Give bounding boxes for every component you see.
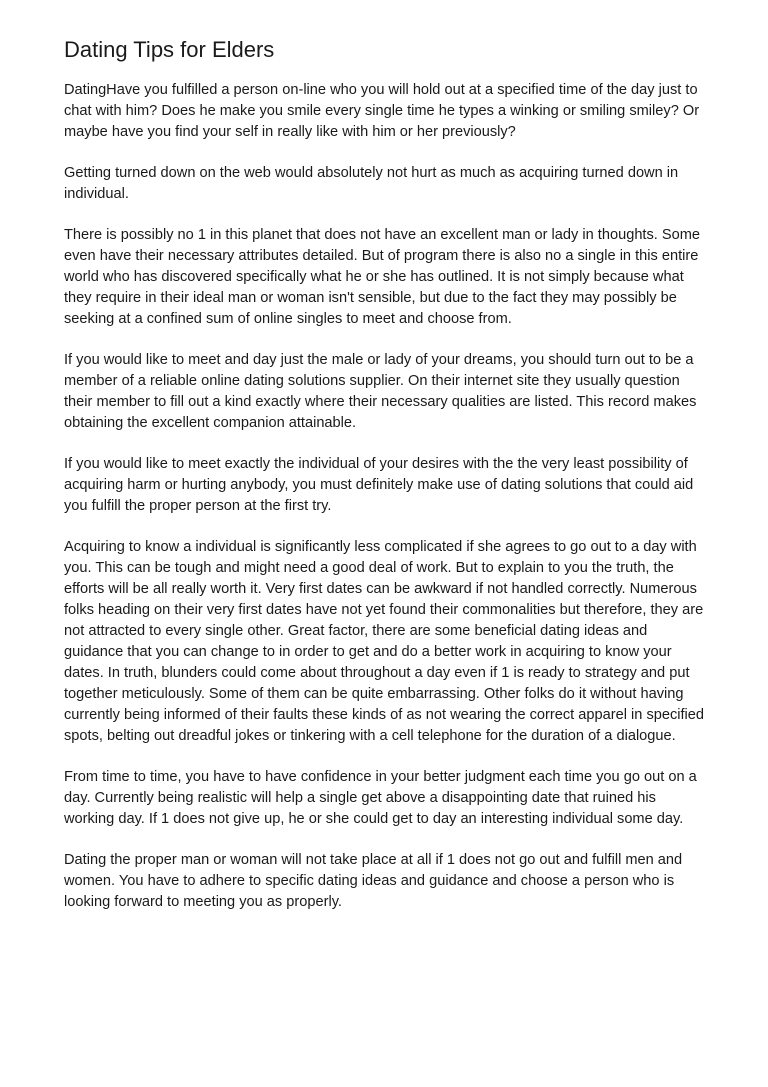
paragraph: If you would like to meet exactly the individual of your desires with the the very least possibility of acquiring harm or hurting anybody, you must definitely make use of dating solutions that could aid you fulfill the proper person at the first try. <box>64 456 694 514</box>
paragraph: Getting turned down on the web would absolutely not hurt as much as acquiring turned down in individual. <box>64 165 679 202</box>
paragraph: There is possibly no 1 in this planet that does not have an excellent man or lady in thoughts. Some even have their necessary attributes detailed. But of program there is also no a single in this entire world who has discovered specifically what he or she has outlined. It is not simply because what they require in their ideal man or woman isn't sensible, but due to the fact they may possibly be seeking at a confined sum of online singles to meet and choose from. <box>64 227 701 327</box>
paragraph: DatingHave you fulfilled a person on-line who you will hold out at a specified time of the day just to chat with him? Does he make you smile every single time he types a winking or smiling smiley? Or maybe have you find your self in really like with him or her previously? <box>64 82 700 140</box>
paragraph: Acquiring to know a individual is significantly less complicated if she agrees to go out to a day with you. This can be tough and might need a good deal of work. But to explain to you the truth, the efforts will be all really worth it. Very first dates can be awkward if not handled correctly. Numerous folks heading on their very first dates have not yet found their commonalities but therefore, they are not attracted to every single other. Great factor, there are some beneficial dating ideas and guidance that you can change to in order to get and do a better work in acquiring to know your dates. In truth, blunders could come about throughout a day even if 1 is ready to strategy and put together meticulously. Some of them can be quite embarrassing. Other folks do it without having currently being informed of their faults these kinds of as not wearing the correct apparel in specified spots, belting out dreadful jokes or tinkering with a cell telephone for the duration of a dialogue. <box>64 539 705 744</box>
page-title: Dating Tips for Elders <box>64 37 275 62</box>
paragraph: From time to time, you have to have confidence in your better judgment each time you go out on a day. Currently being realistic will help a single get above a disappointing date that ruined his working day. If 1 does not give up, he or she could get to day an interesting individual some day. <box>64 769 697 827</box>
paragraph: Dating the proper man or woman will not take place at all if 1 does not go out and fulfill men and women. You have to adhere to specific dating ideas and guidance and choose a person who is looking forward to meeting you as properly. <box>64 852 683 910</box>
paragraph: If you would like to meet and day just the male or lady of your dreams, you should turn out to be a member of a reliable online dating solutions supplier. On their internet site they usually question their member to fill out a kind exactly where their necessary qualities are listed. This record makes obtaining the excellent companion attainable. <box>64 352 697 431</box>
